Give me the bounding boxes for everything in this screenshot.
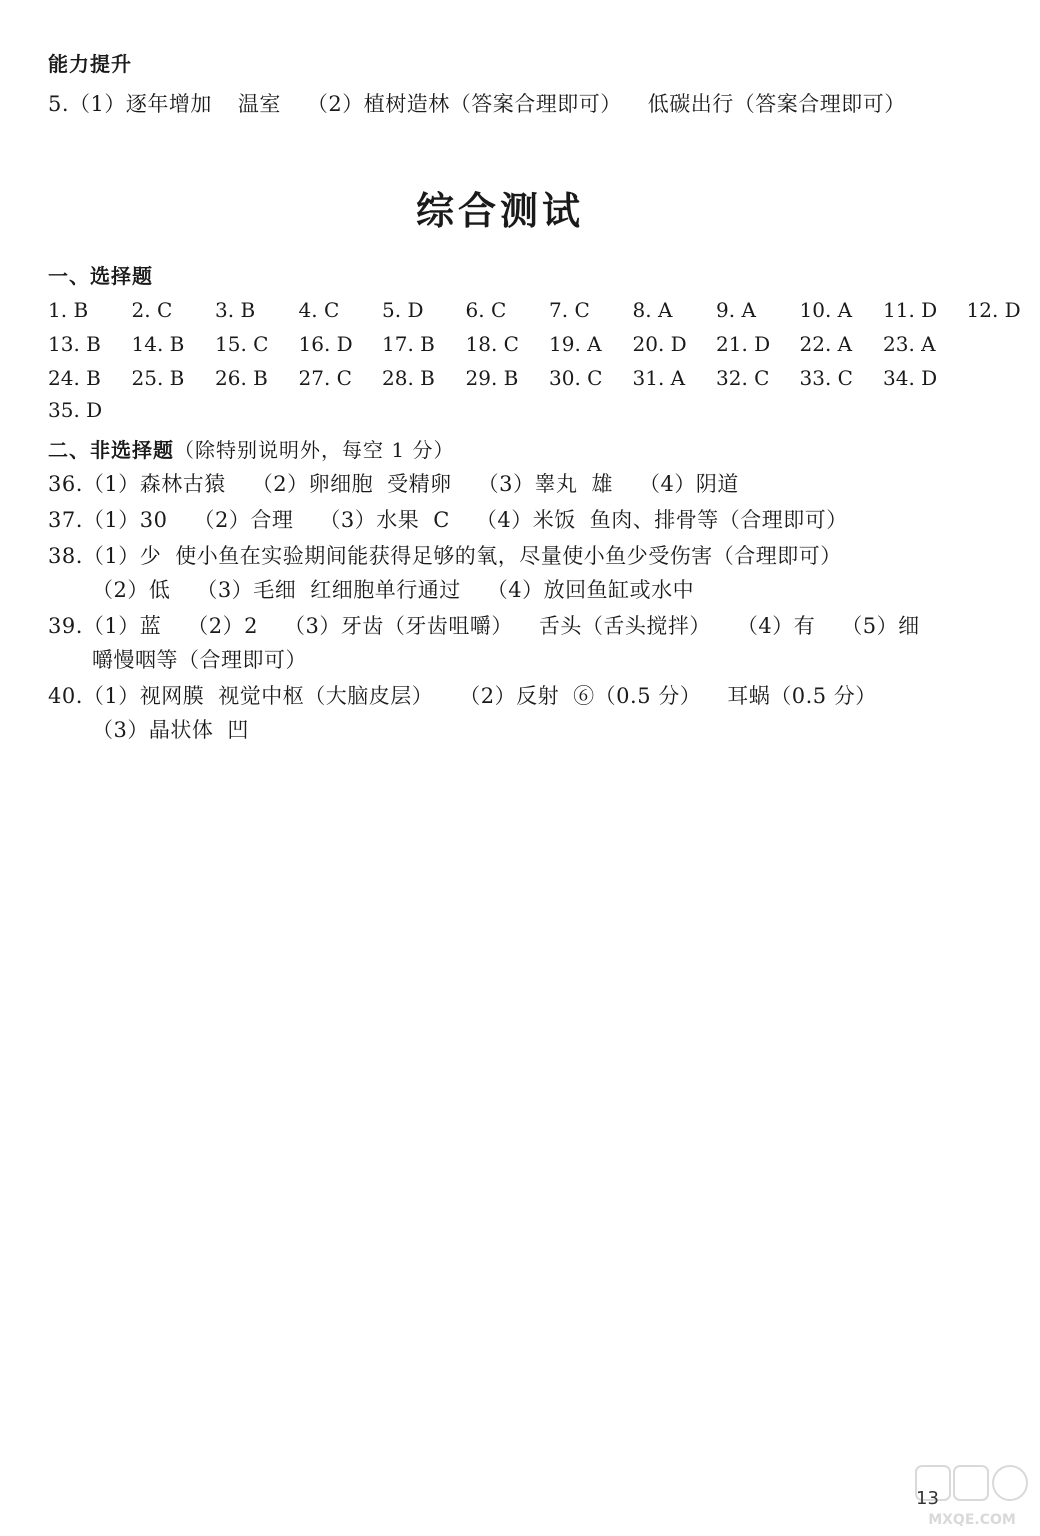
- mc-answer: 29. B: [465, 366, 519, 390]
- mc-answer: 5. D: [382, 298, 424, 322]
- answer-line-q5: 5.（1）逐年增加 温室 （2）植树造林（答案合理即可） 低碳出行（答案合理即可）: [48, 92, 906, 116]
- mc-answer: 10. A: [799, 298, 853, 322]
- answer-line-q40: 40.（1）视网膜 视觉中枢（大脑皮层） （2）反射 ⑥（0.5 分） 耳蜗（0.5 分）: [48, 684, 877, 708]
- page-title: 综合测试: [415, 188, 584, 233]
- mc-answer: 12. D: [966, 298, 1021, 322]
- answer-line-q40-continued: （3）晶状体 凹: [92, 718, 249, 742]
- mc-answer: 20. D: [632, 332, 687, 356]
- mc-answer: 16. D: [298, 332, 353, 356]
- mc-answer: 24. B: [48, 366, 101, 390]
- mc-answer: 34. D: [883, 366, 938, 390]
- mc-answer: 30. C: [549, 366, 603, 390]
- watermark-circle: [993, 1466, 1027, 1500]
- mc-answer: 31. A: [632, 366, 686, 390]
- mc-answer: 25. B: [131, 366, 185, 390]
- section-note: （除特别说明外，每空 1 分）: [174, 438, 455, 462]
- question-number: 36.: [48, 472, 83, 496]
- section-heading-ability: 能力提升: [48, 52, 132, 76]
- mc-answer: 18. C: [465, 332, 519, 356]
- section-heading-non-choice: 二、非选择题（除特别说明外，每空 1 分）: [48, 438, 455, 462]
- question-number: 40.: [48, 684, 83, 708]
- answer-line-q38: 38.（1）少 使小鱼在实验期间能获得足够的氧，尽量使小鱼少受伤害（合理即可）: [48, 544, 842, 568]
- watermark-block-1: [916, 1466, 950, 1500]
- mc-answer: 17. B: [382, 332, 435, 356]
- answer-line-q37: 37.（1）30 （2）合理 （3）水果 C （4）米饭 鱼肉、排骨等（合理即可）: [48, 508, 848, 532]
- answer-line-q38-continued: （2）低 （3）毛细 红细胞单行通过 （4）放回鱼缸或水中: [92, 578, 695, 602]
- mc-answer-row: [48, 298, 1040, 322]
- question-number: 5.: [48, 92, 70, 116]
- mc-answer: 28. B: [382, 366, 435, 390]
- mc-answer: 7. C: [549, 298, 590, 322]
- mc-answer-row: [48, 398, 132, 422]
- mc-answer: 27. C: [298, 366, 352, 390]
- mc-answer-row: [48, 366, 967, 390]
- mc-answer: 13. B: [48, 332, 101, 356]
- mc-answer-row: [48, 332, 967, 356]
- question-number: 39.: [48, 614, 83, 638]
- answer-line-q39: 39.（1）蓝 （2）2 （3）牙齿（牙齿咀嚼） 舌头（舌头搅拌） （4）有 （5）细: [48, 614, 920, 638]
- mc-answer: 9. A: [716, 298, 756, 322]
- answer-line-q39-continued: 嚼慢咽等（合理即可）: [92, 648, 307, 672]
- section-heading-multiple-choice: 一、选择题: [48, 264, 153, 288]
- mc-answer: 8. A: [632, 298, 673, 322]
- mc-answer: 23. A: [883, 332, 936, 356]
- question-number: 37.: [48, 508, 83, 532]
- page-number: 13: [916, 1488, 939, 1509]
- mc-answer: 6. C: [465, 298, 507, 322]
- watermark-text: MXQE.COM: [928, 1512, 1016, 1528]
- mc-answer: 4. C: [298, 298, 340, 322]
- mc-answer: 1. B: [48, 298, 89, 322]
- mc-answer: 19. A: [549, 332, 602, 356]
- mc-answer: 3. B: [215, 298, 256, 322]
- mc-answer: 32. C: [716, 366, 770, 390]
- mc-answer: 11. D: [883, 298, 938, 322]
- mc-answer: 15. C: [215, 332, 269, 356]
- question-number: 38.: [48, 544, 83, 568]
- mc-answer: 33. C: [799, 366, 853, 390]
- answer-line-q36: 36.（1）森林古猿 （2）卵细胞 受精卵 （3）睾丸 雄 （4）阴道: [48, 472, 739, 496]
- mc-answer: 22. A: [799, 332, 853, 356]
- watermark-block-2: [954, 1466, 988, 1500]
- watermark-logo: [912, 1462, 1032, 1532]
- mc-answer: 35. D: [48, 398, 103, 422]
- mc-answer: 21. D: [716, 332, 771, 356]
- mc-answer: 2. C: [131, 298, 173, 322]
- mc-answer: 14. B: [131, 332, 185, 356]
- mc-answer: 26. B: [215, 366, 268, 390]
